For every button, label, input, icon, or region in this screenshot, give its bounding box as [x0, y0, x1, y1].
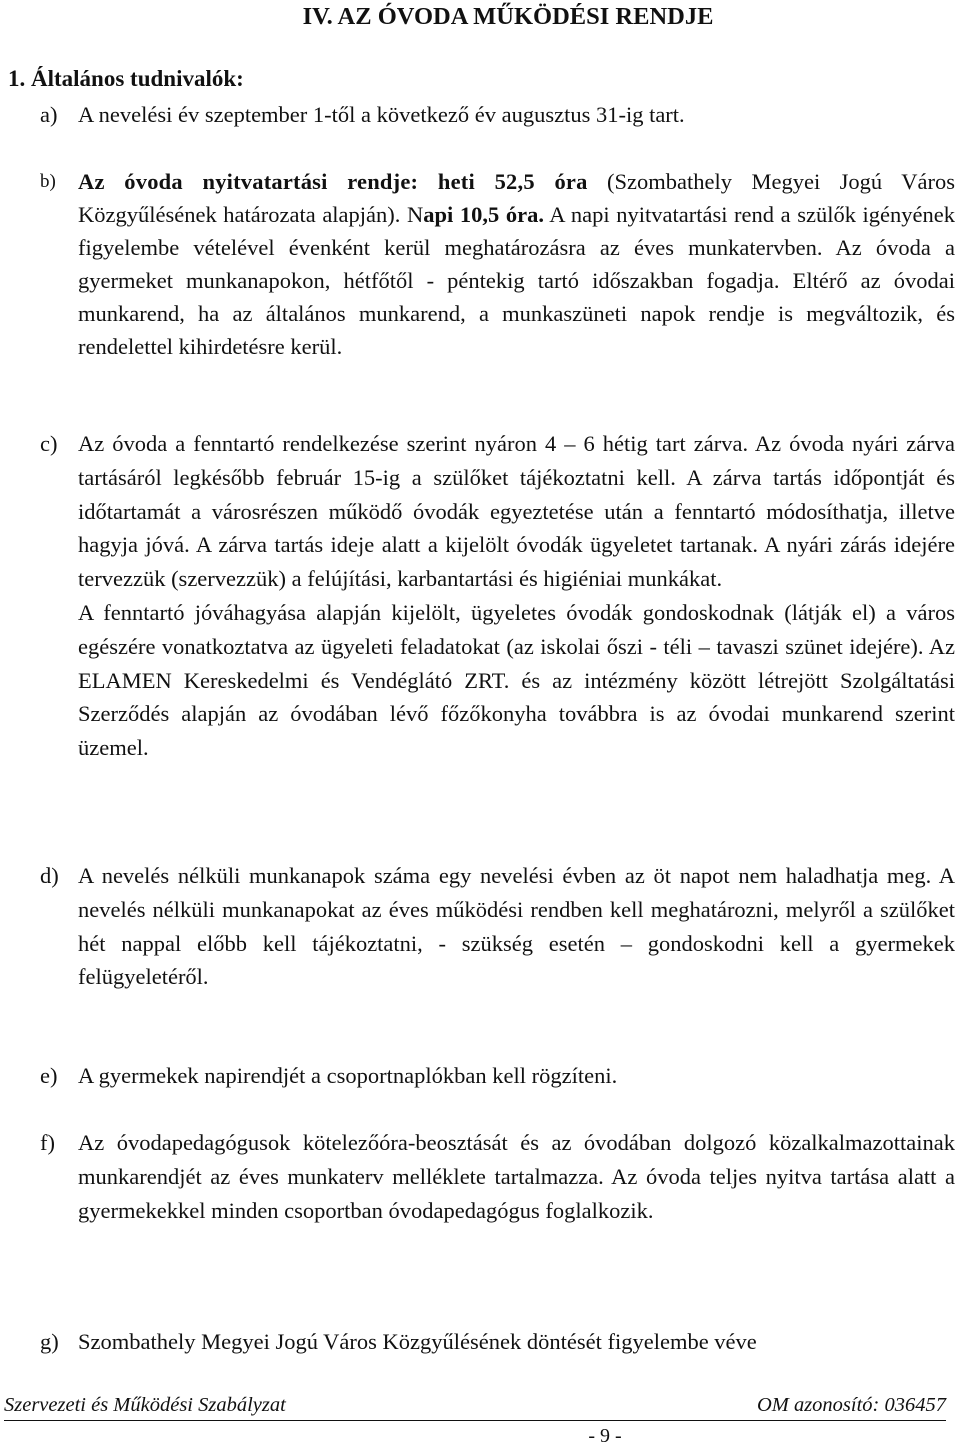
- list-item-text: A gyermekek napirendjét a csoportnaplókban kell rögzíteni.: [78, 1063, 618, 1088]
- opening-hours-weekly: Az óvoda nyitvatartási rendje: heti 52,5 óra: [78, 169, 588, 194]
- list-item-text: Az óvodapedagógusok kötelezőóra-beosztását és az óvodában dolgozó közalkalmazottainak munkarendjét az éves munkaterv melléklete tartalmazza. Az óvoda teljes nyitva tartása alatt a gyermekekkel minden csoportban óvodapedagógus foglalkozik.: [78, 1130, 955, 1223]
- list-marker: c): [40, 431, 58, 456]
- opening-hours-daily: api 10,5 óra.: [423, 202, 544, 227]
- footer-document-name: Szervezeti és Működési Szabályzat: [4, 1394, 286, 1416]
- list-marker: a): [40, 102, 58, 127]
- list-item-text: A nevelési év szeptember 1-től a következő év augusztus 31-ig tart.: [78, 102, 685, 127]
- list-marker: d): [40, 863, 59, 888]
- list-item-continuation: A fenntartó jóváhagyása alapján kijelölt, ügyeletes óvodák gondoskodnak (látják el) a város egészére vonatkoztatva az ügyeleti feladatokat (az iskolai őszi - téli – tavaszi szünet idejére). Az ELAMEN Kereskedelmi és Vendéglátó ZRT. és az intézmény között létrejött Szolgáltatási Szerződés alapján az óvodában lévő főzőkonyha továbbra is az óvodai munkarend szerint üzemel.: [78, 599, 955, 761]
- list-marker: e): [40, 1063, 58, 1088]
- list-marker: g): [40, 1329, 59, 1354]
- page-number: - 9 -: [588, 1425, 622, 1447]
- list-marker: f): [40, 1130, 55, 1155]
- chapter-title: IV. AZ ÓVODA MŰKÖDÉSI RENDJE: [302, 3, 714, 30]
- list-marker: b): [40, 171, 56, 192]
- section-heading: 1. Általános tudnivalók:: [8, 66, 244, 91]
- footer-rule: [4, 1420, 946, 1421]
- list-item-text: Az óvoda nyitvatartási rendje: heti 52,5 óra (Szombathely Megyei Jogú Város Közgyűlésének határozata alapján). Napi 10,5 óra. A napi nyitvatartási rend a szülők igényének figyelembe vételével évenként kerül meghatározásra az éves munkatervben. Az óvoda a gyermeket munkanapokon, hétfőtől - péntekig tartó időszakban fogadja. Eltérő az óvodai munkarend, ha az általános munkarend, a munkaszüneti napok rendje is megváltozik, és rendelettel kihirdetésre kerül.: [78, 169, 955, 359]
- list-item-text: A nevelés nélküli munkanapok száma egy nevelési évben az öt napot nem haladhatja meg. A nevelés nélküli munkanapokat az éves működési rendben kell meghatározni, melyről a szülőket hét nappal előbb kell tájékoztatni, - szükség esetén – gondoskodni kell a gyermekek felügyeletéről.: [78, 863, 955, 990]
- footer-om-id: OM azonosító: 036457: [756, 1394, 946, 1416]
- page-footer: [0, 1390, 960, 1448]
- list-item-text: Szombathely Megyei Jogú Város Közgyűlésének döntését figyelembe véve: [78, 1329, 757, 1354]
- list-item-text: Az óvoda a fenntartó rendelkezése szerint nyáron 4 – 6 hétig tart zárva. Az óvoda nyári zárva tartásáról legkésőbb február 15-ig a szülőket tájékoztatni kell. A zárva tartás időpontját és időtartamát a városrészen működő óvodák egyeztetése után a fenntartó módosíthatja, illetve hagyja jóvá. A zárva tartás ideje alatt a kijelölt óvodák ügyeletet tartanak. A nyári zárás idejére tervezzük (szervezzük) a felújítási, karbantartási és higiéniai munkákat. A fenntartó jóváhagyása alapján kijelölt, ügyeletes óvodák gondoskodnak (látják el) a város egészére vonatkoztatva az ügyeleti feladatokat (az iskolai őszi - téli – tavaszi szünet idejére). Az ELAMEN Kereskedelmi és Vendéglátó ZRT. és az intézmény között létrejött Szolgáltatási Szerződés alapján az óvodában lévő főzőkonyha továbbra is az óvodai munkarend szerint üzemel.: [78, 431, 955, 761]
